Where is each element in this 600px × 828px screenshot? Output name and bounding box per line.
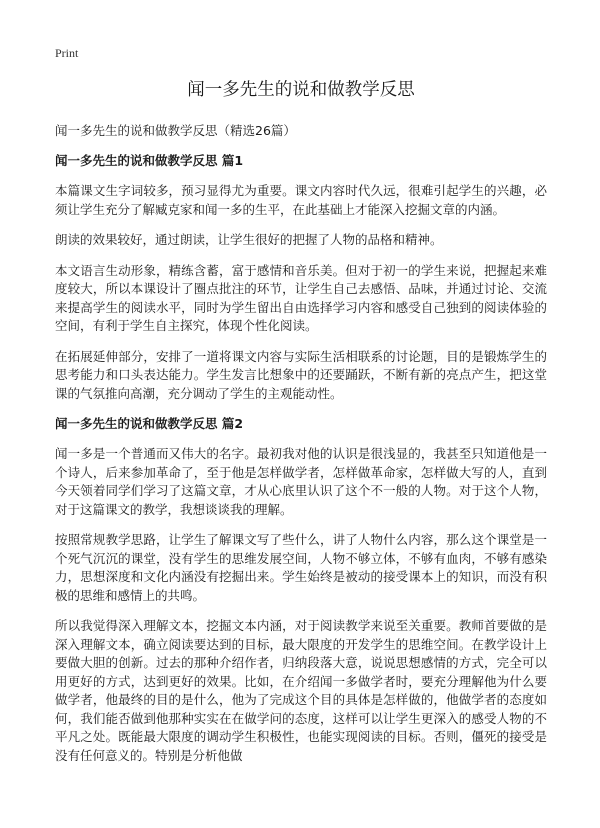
section-heading-2: 闻一多先生的说和做教学反思 篇2	[55, 416, 244, 431]
paragraph: 本篇课文生字词较多，预习显得尤为重要。课文内容时代久远，很难引起学生的兴趣，必须让学生充分了解臧克家和闻一多的生平，在此基础上才能深入挖掘文章的内涵。	[55, 183, 547, 217]
paragraph: 按照常规教学思路，让学生了解课文写了些什么，讲了人物什么内容，那么这个课堂是一个死气沉沉的课堂，没有学生的思维发展空间，人物不够立体，不够有血肉，不够有感染力，思想深度和文化内涵没有挖掘出来。学生始终是被动的接受课本上的知识，而没有积极的思维和感情上的共鸣。	[55, 532, 547, 603]
document-body	[55, 78, 547, 777]
paragraph: 本文语言生动形象，精练含蓄，富于感情和音乐美。但对于初一的学生来说，把握起来难度较大，所以本课设计了圈点批注的环节，让学生自己去感悟、品味，并通过讨论、交流来提高学生的阅读水平，同时为学生留出自由选择学习内容和感受自己独到的阅读体验的空间，有利于学生自主探究，体现个性化阅读。	[55, 262, 547, 333]
page-title: 闻一多先生的说和做教学反思	[187, 80, 415, 100]
section-heading-1: 闻一多先生的说和做教学反思 篇1	[55, 153, 244, 168]
paragraph: 朗读的效果较好，通过朗读，让学生很好的把握了人物的品格和精神。	[55, 232, 443, 247]
print-link[interactable]: Print	[55, 46, 79, 60]
paragraph: 闻一多是一个普通而又伟大的名字。最初我对他的认识是很浅显的，我甚至只知道他是一个诗人，后来参加革命了，至于他是怎样做学者，怎样做革命家，怎样做大写的人，直到今天领着同学们学习了这篇文章，才从心底里认识了这个不一般的人物。对于这个人物，对于这篇课文的教学，我想谈谈我的理解。	[55, 446, 547, 517]
document-subtitle: 闻一多先生的说和做教学反思（精选26篇）	[55, 123, 296, 138]
paragraph: 在拓展延伸部分，安排了一道将课文内容与实际生活相联系的讨论题，目的是锻炼学生的思考能力和口头表达能力。学生发言比想象中的还要踊跃，不断有新的亮点产生，把这堂课的气氛推向高潮，充分调动了学生的主观能动性。	[55, 348, 547, 401]
paragraph: 所以我觉得深入理解文本，挖掘文本内涵，对于阅读教学来说至关重要。教师首要做的是深入理解文本，确立阅读要达到的目标，最大限度的开发学生的思维空间。在教学设计上要做大胆的创新。过去的那种介绍作者，归纳段落大意，说说思想感情的方式，完全可以用更好的方式，达到更好的效果。比如，在介绍闻一多做学者时，要充分理解他为什么要做学者，他最终的目的是什么，他为了完成这个目的具体是怎样做的，他做学者的态度如何，我们能否做到他那种实实在在做学问的态度，这样可以让学生更深入的感受人物的不平凡之处。既能最大限度的调动学生积极性，也能实现阅读的目标。否则，僵死的接受是没有任何意义的。特别是分析他做	[55, 618, 547, 763]
